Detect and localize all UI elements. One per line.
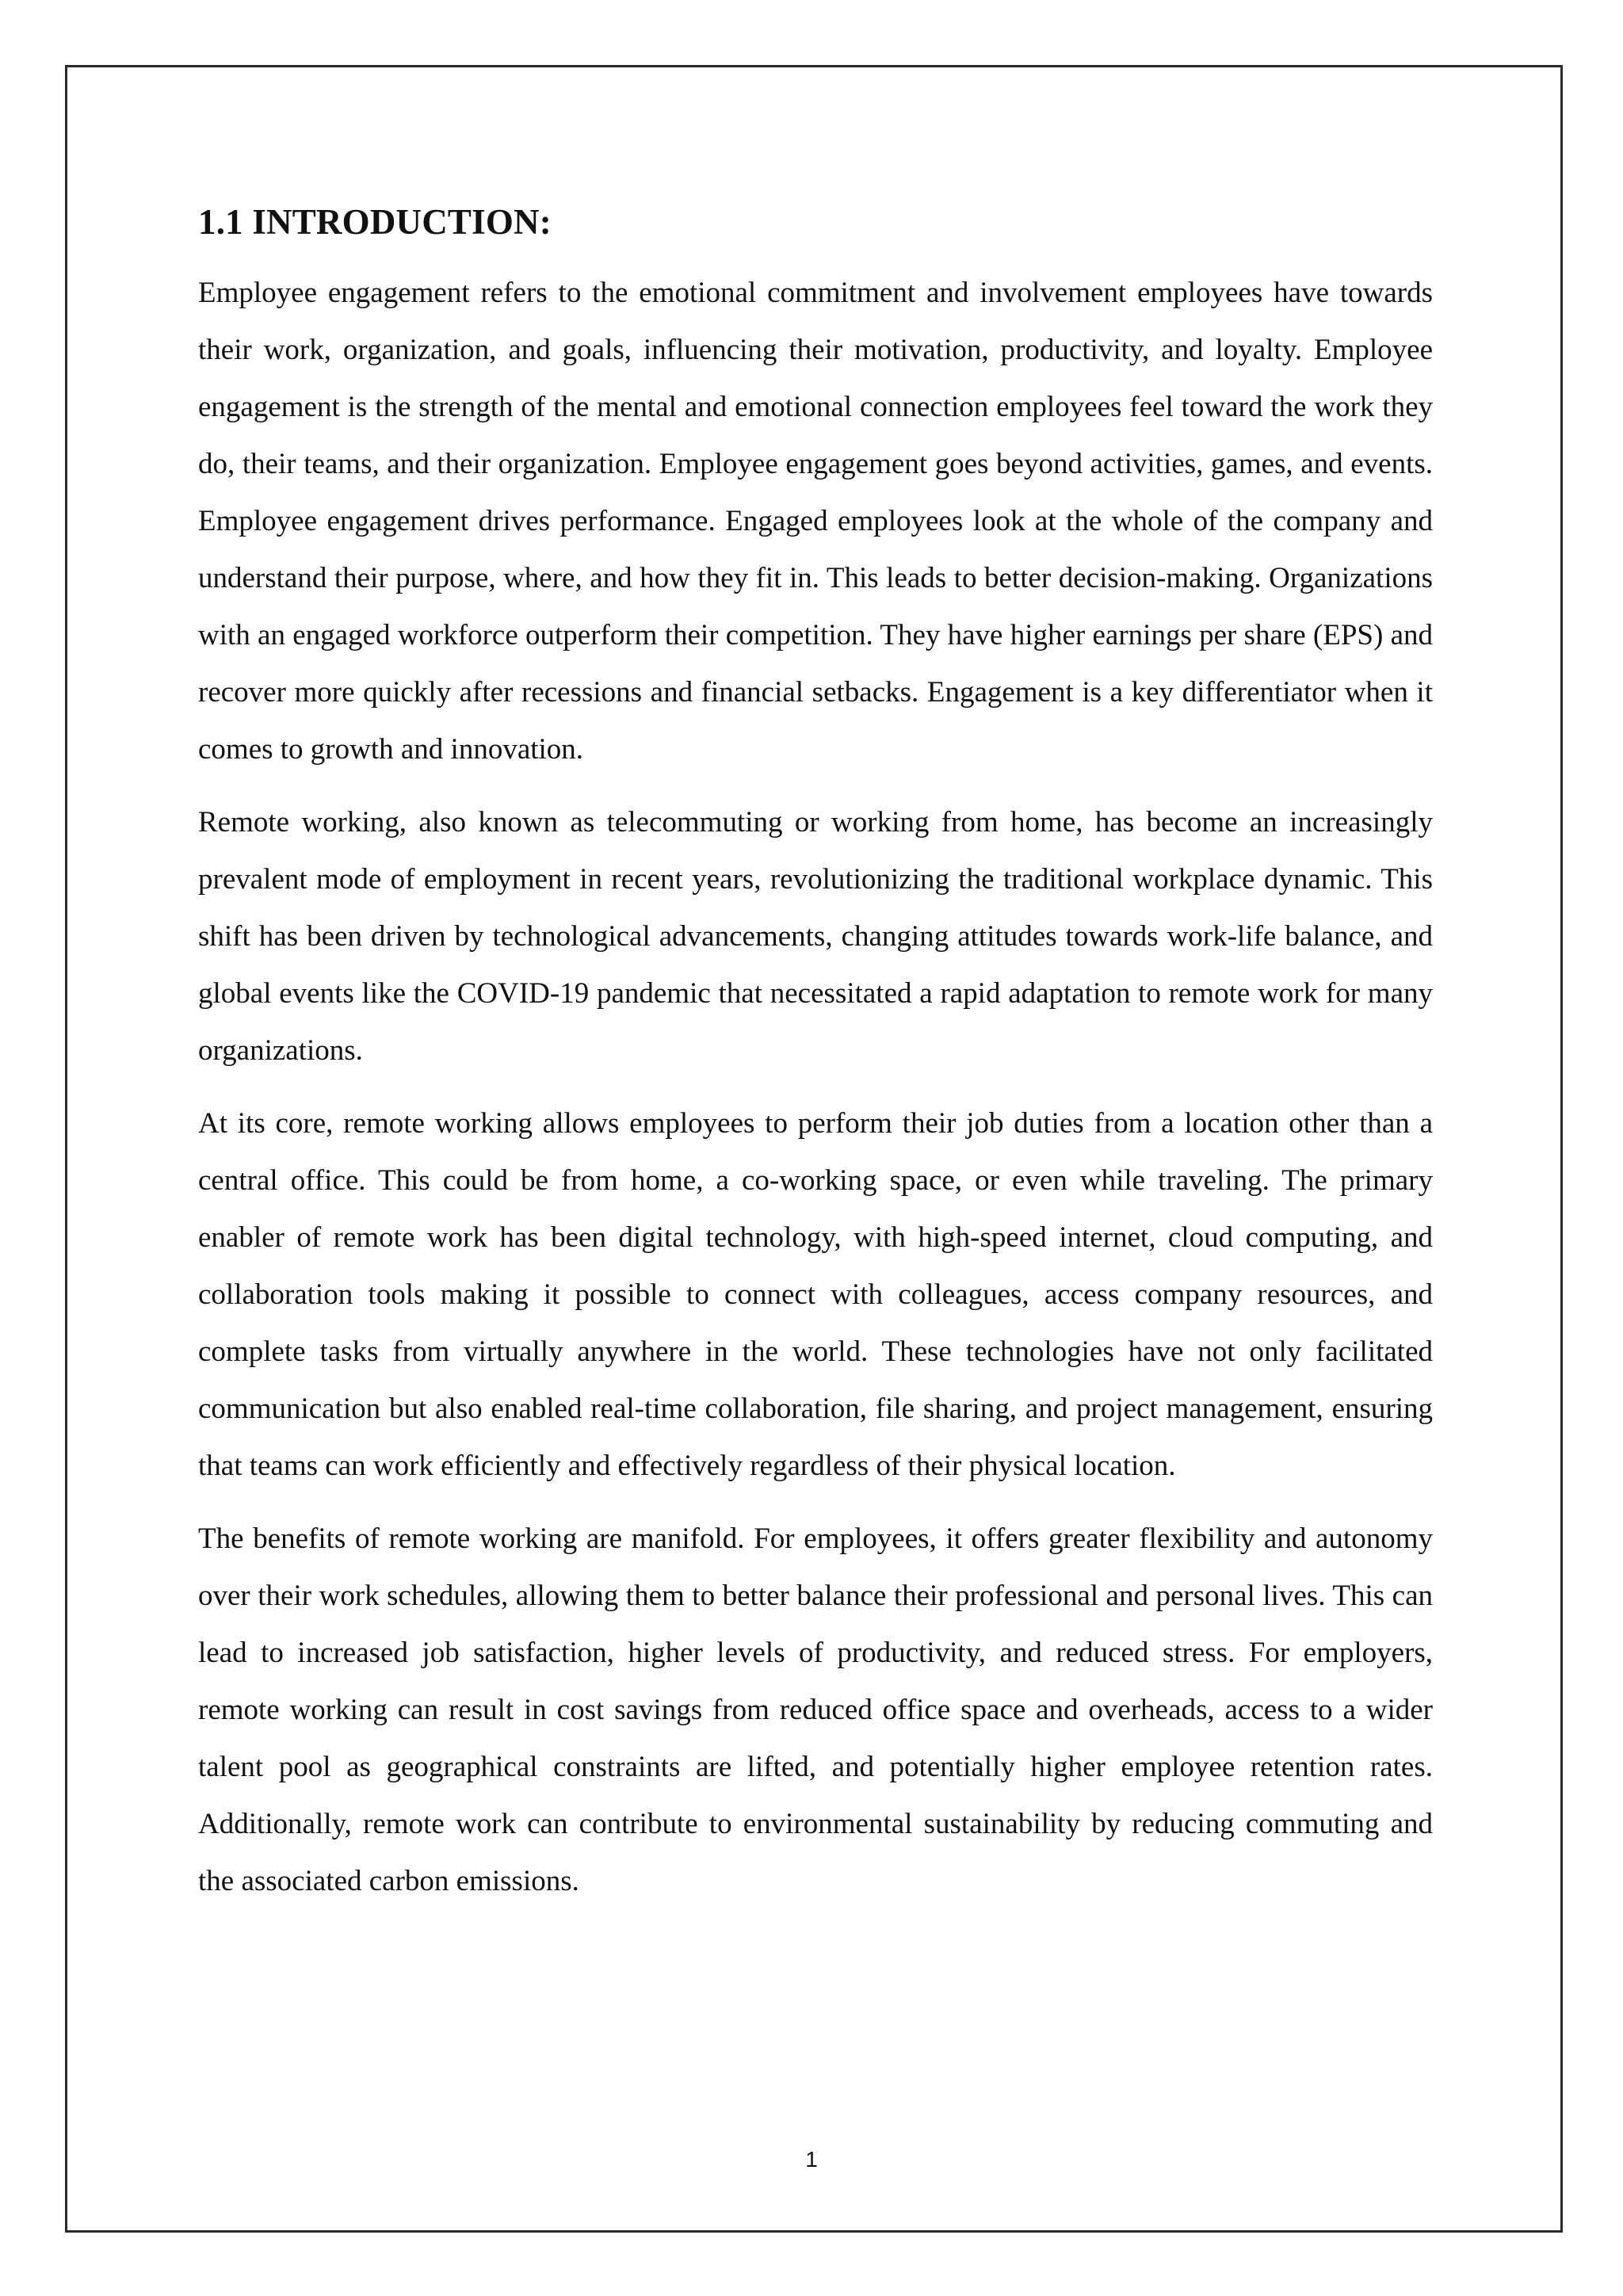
document-body — [198, 190, 1433, 1926]
section-heading: 1.1 INTRODUCTION: — [198, 202, 552, 242]
paragraph-remote-working-core: At its core, remote working allows employees to perform their job duties from a location other than a central office. This could be from home, a co-working space, or even while traveling. The primary enabler of remote work has been digital technology, with high-speed internet, cloud computing, and collaboration tools making it possible to connect with colleagues, access company resources, and complete tasks from virtually anywhere in the world. These technologies have not only facilitated communication but also enabled real-time collaboration, file sharing, and project management, ensuring that teams can work efficiently and effectively regardless of their physical location. — [198, 1107, 1433, 1482]
page-number: 1 — [805, 2147, 818, 2172]
paragraph-remote-working-benefits: The benefits of remote working are manifold. For employees, it offers greater flexibility and autonomy over their work schedules, allowing them to better balance their professional and personal lives. This can lead to increased job satisfaction, higher levels of productivity, and reduced stress. For employers, remote working can result in cost savings from reduced office space and overheads, access to a wider talent pool as geographical constraints are lifted, and potentially higher employee retention rates. Additionally, remote work can contribute to environmental sustainability by reducing commuting and the associated carbon emissions. — [198, 1522, 1433, 1897]
paragraph-employee-engagement: Employee engagement refers to the emotional commitment and involvement employees have towards their work, organization, and goals, influencing their motivation, productivity, and loyalty. Employee engagement is the strength of the mental and emotional connection employees feel toward the work they do, their teams, and their organization. Employee engagement goes beyond activities, games, and events. Employee engagement drives performance. Engaged employees look at the whole of the company and understand their purpose, where, and how they fit in. This leads to better decision-making. Organizations with an engaged workforce outperform their competition. They have higher earnings per share (EPS) and recover more quickly after recessions and financial setbacks. Engagement is a key differentiator when it comes to growth and innovation. — [198, 277, 1433, 766]
paragraph-remote-working-intro: Remote working, also known as telecommuting or working from home, has become an increasingly prevalent mode of employment in recent years, revolutionizing the traditional workplace dynamic. This shift has been driven by technological advancements, changing attitudes towards work-life balance, and global events like the COVID-19 pandemic that necessitated a rapid adaptation to remote work for many organizations. — [198, 806, 1433, 1067]
